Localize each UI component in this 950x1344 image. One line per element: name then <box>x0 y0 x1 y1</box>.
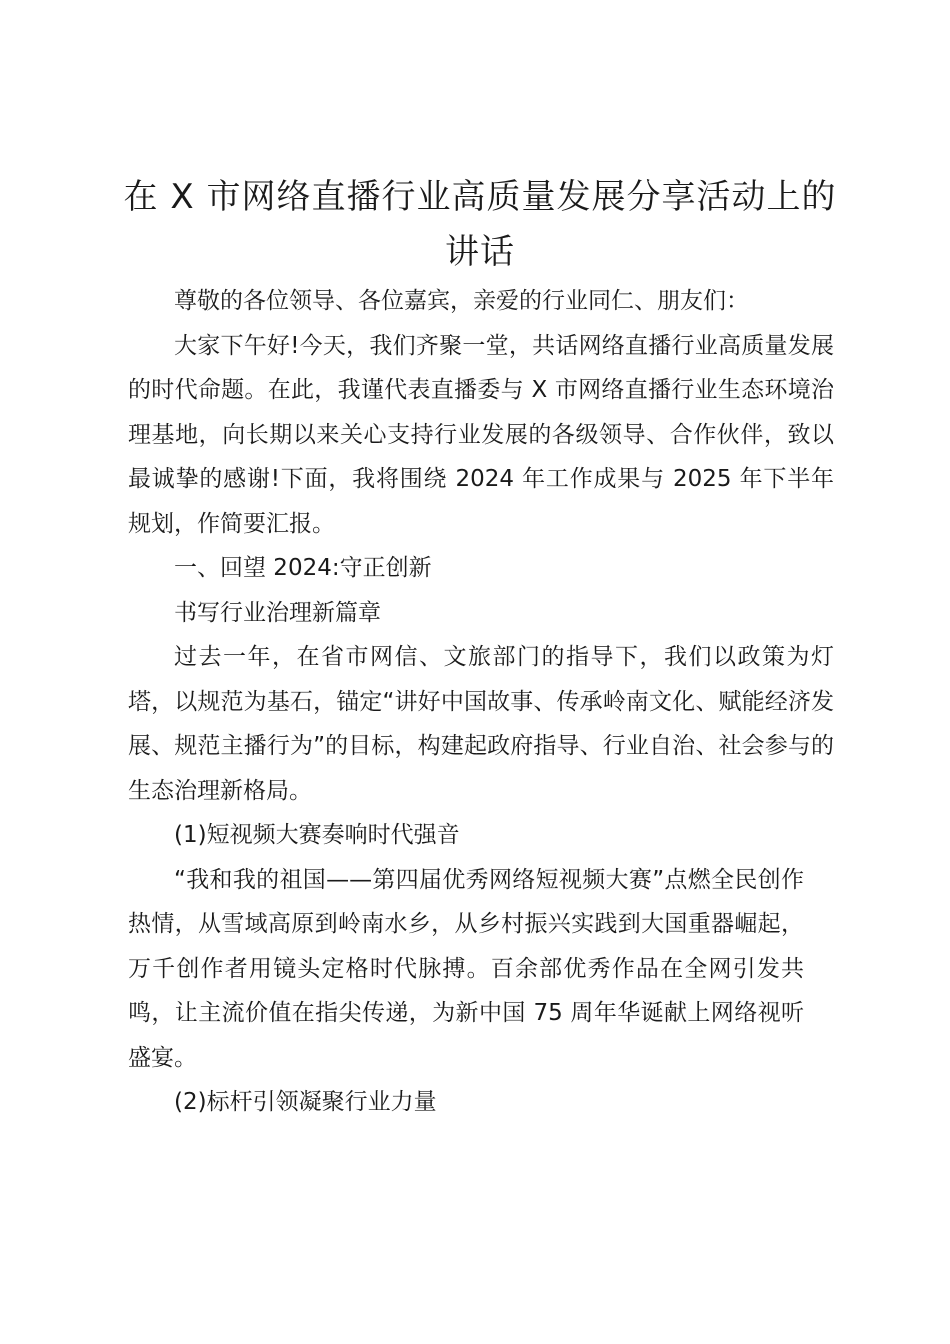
document-title <box>120 170 840 280</box>
document-body <box>128 279 834 1125</box>
contest-paragraph: “我和我的祖国——第四届优秀网络短视频大赛”点燃全民创作热情，从雪域高原到岭南水乡，从乡村振兴实践到大国重器崛起，万千创作者用镜头定格时代脉搏。百余部优秀作品在全网引发共鸣，让主流价值在指尖传递，为新中国 75 周年华诞献上网络视听盛宴。 <box>128 866 804 1071</box>
section-subheading-1: 书写行业治理新篇章 <box>174 599 381 626</box>
opening-paragraph: 大家下午好!今天，我们齐聚一堂，共话网络直播行业高质量发展的时代命题。在此，我谨代表直播委与 X 市网络直播行业生态环境治理基地，向长期以来关心支持行业发展的各级领导、合作伙伴，致以最诚挚的感谢!下面，我将围绕 2024 年工作成果与 2025 年下半年规划，作简要汇报。 <box>128 332 834 537</box>
title-line-2: 讲话 <box>445 232 515 272</box>
item-heading-2: (2)标杆引领凝聚行业力量 <box>174 1089 437 1115</box>
title-line-1: 在 X 市网络直播行业高质量发展分享活动上的 <box>123 177 837 217</box>
review-paragraph: 过去一年，在省市网信、文旅部门的指导下，我们以政策为灯塔，以规范为基石，锚定“讲好中国故事、传承岭南文化、赋能经济发展、规范主播行为”的目标，构建起政府指导、行业自治、社会参与的生态治理新格局。 <box>128 644 834 804</box>
section-heading-1: 一、回望 2024:守正创新 <box>174 555 432 581</box>
item-heading-1: (1)短视频大赛奏响时代强音 <box>174 822 460 848</box>
salutation: 尊敬的各位领导、各位嘉宾，亲爱的行业同仁、朋友们： <box>174 288 749 314</box>
